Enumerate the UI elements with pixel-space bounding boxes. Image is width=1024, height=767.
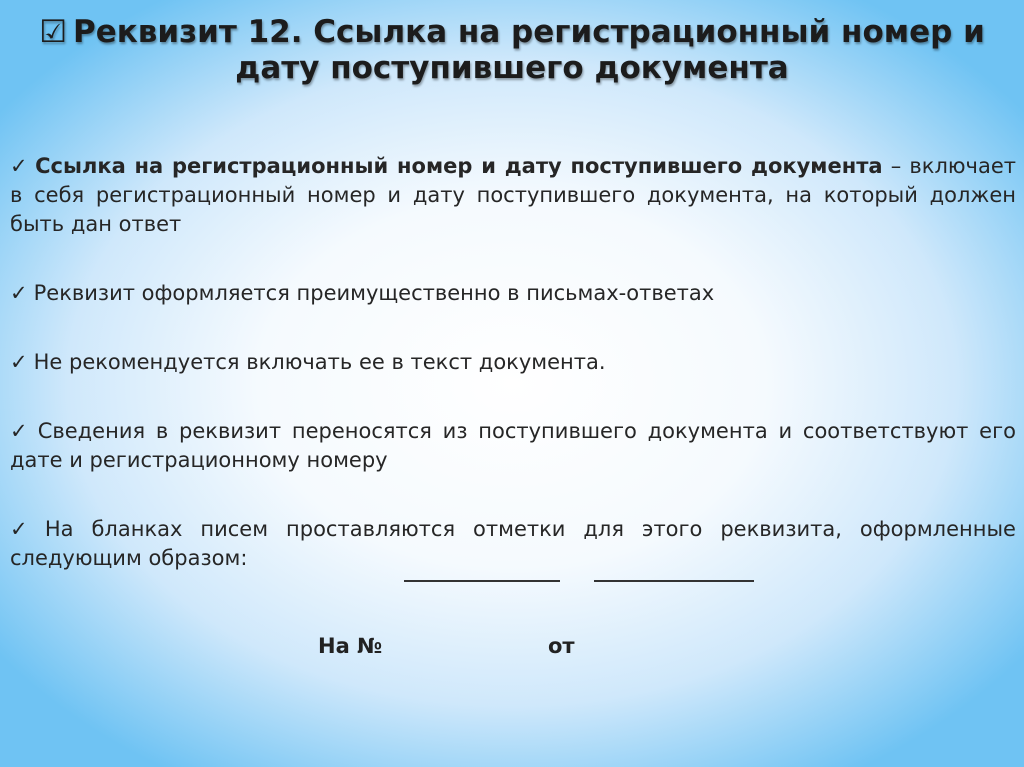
- check-icon: ✓: [10, 517, 39, 541]
- bullet-text: Не рекомендуется включать ее в текст документа.: [33, 350, 606, 374]
- bullet-list: [10, 152, 1016, 573]
- bullet-item-usage: [10, 279, 1016, 308]
- checkbox-icon: ☑: [39, 14, 67, 50]
- bullet-item-recommendation: [10, 348, 1016, 377]
- title-text-1: Реквизит 12. Ссылка на регистрационный номер и: [72, 14, 985, 50]
- slide-title: [0, 14, 1024, 86]
- bullet-term: Ссылка на регистрационный номер и дату поступившего документа: [35, 154, 883, 178]
- bullet-text: – включает в себя регистрационный номер и дату поступившего документа, на который должен быть дан ответ: [10, 154, 1016, 236]
- check-icon: ✓: [10, 154, 30, 178]
- number-label: На №: [318, 634, 383, 658]
- title-line-2: дату поступившего документа: [235, 50, 789, 86]
- bullet-text: Сведения в реквизит переносятся из поступившего документа и соответствуют его дате и регистрационному номеру: [10, 419, 1016, 472]
- bullet-text: Реквизит оформляется преимущественно в письмах-ответах: [33, 281, 715, 305]
- number-blank-line: [404, 580, 560, 582]
- date-label: от: [548, 634, 575, 658]
- check-icon: ✓: [10, 350, 28, 374]
- check-icon: ✓: [10, 281, 28, 305]
- bullet-item-definition: [10, 152, 1016, 239]
- title-line-1: [0, 14, 1024, 50]
- bullet-text: На бланках писем проставляются отметки для этого реквизита, оформленные следующим образом:: [10, 517, 1016, 570]
- date-blank-line: [594, 580, 754, 582]
- check-icon: ✓: [10, 419, 32, 443]
- bullet-item-transfer: [10, 417, 1016, 475]
- bullet-item-letterhead: [10, 515, 1016, 573]
